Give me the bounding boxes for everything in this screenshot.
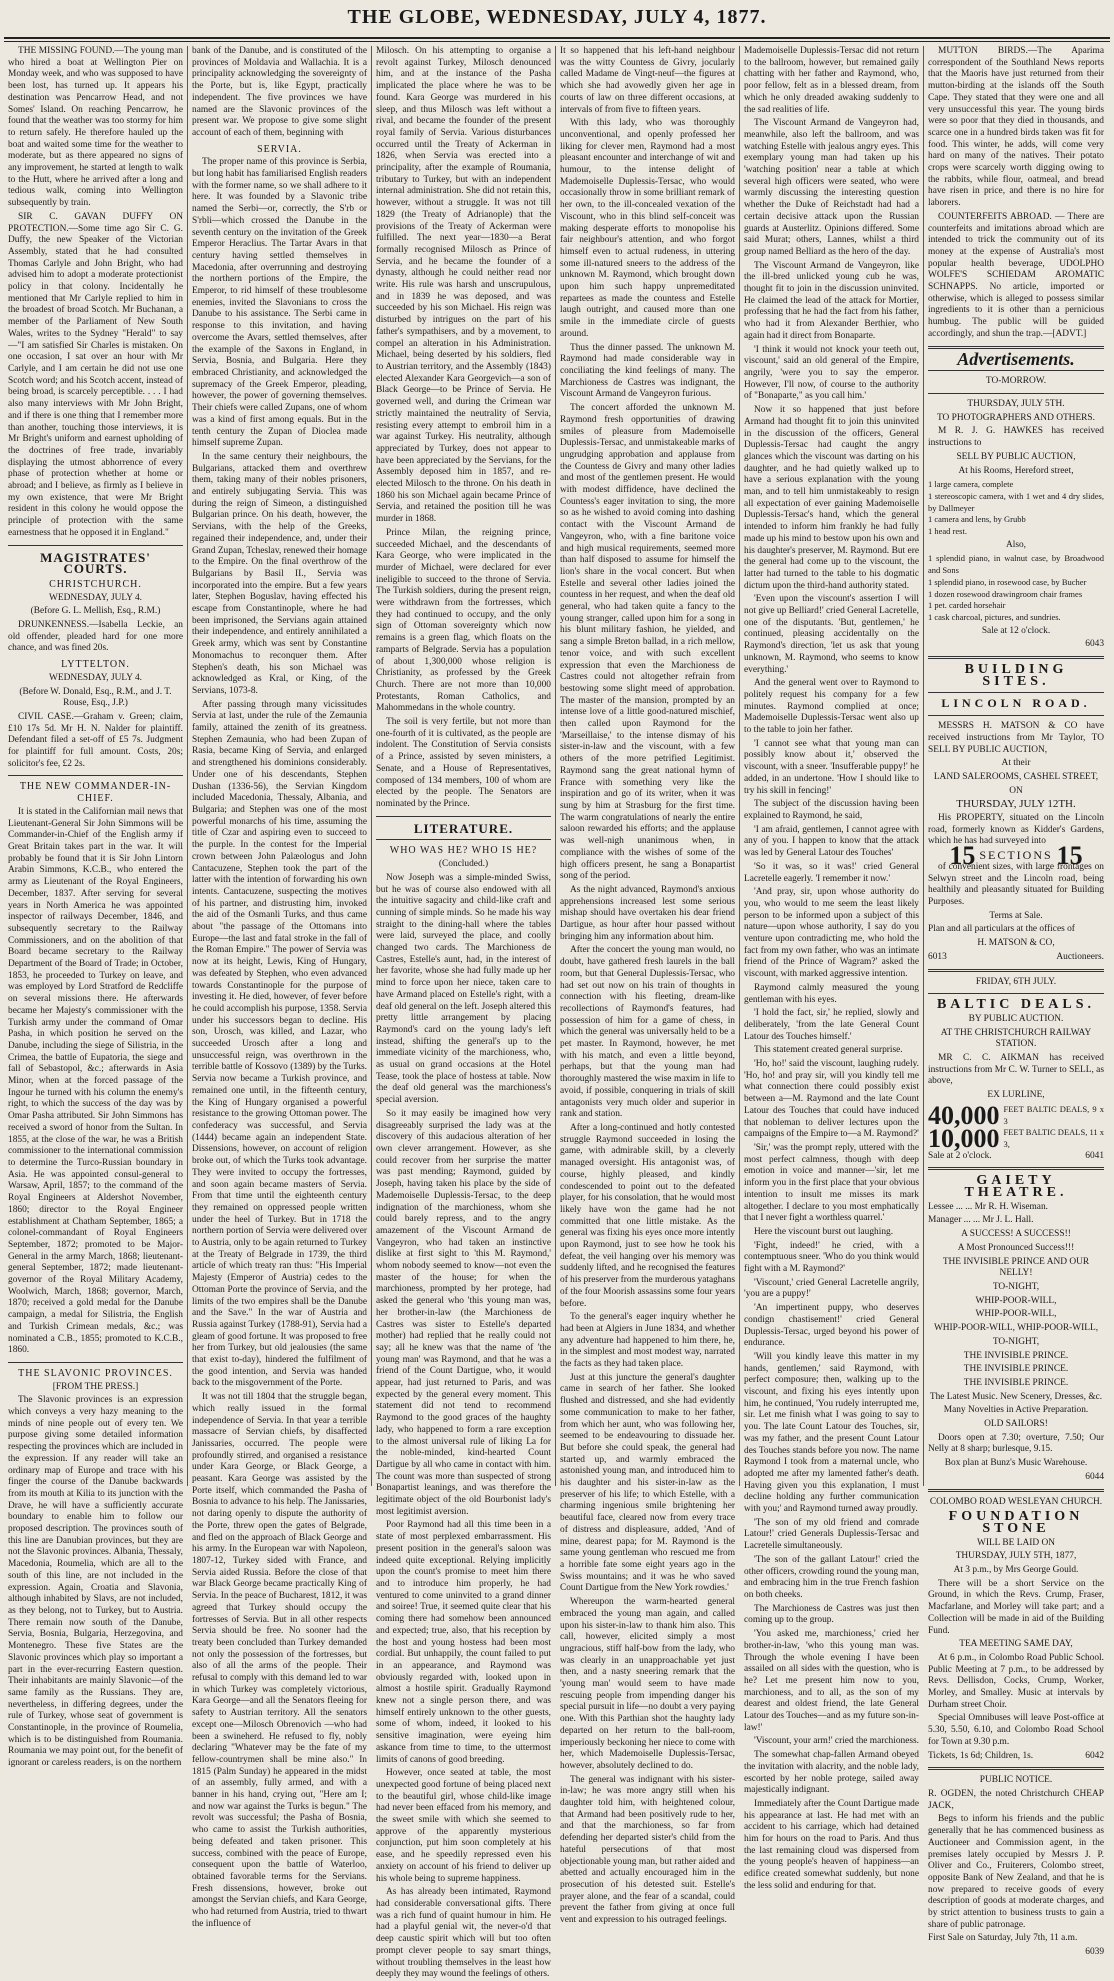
gaiety-novelties: Many Novelties in Active Preparation. xyxy=(943,1405,1089,1416)
story-para-11: After the concert the young man would, no doubt, have gathered fresh laurels in the ball room, but that General Duplessis-Tersac, who had set out now on his train of thoughts in connection with his fleeting, dream-like recollections of Raymond's features, had possession of him for a game of chess, in which the general was universally held to be a pet master. In Raymond, however, he met with his match, and even a little beyond, perhaps, but that the young man had thoroughly mastered the wise maxim in life to avoid, if possible, conquering in trials of skill antagonists very much older and superior in rank and station. xyxy=(560,945,735,1120)
gaiety-invisible-3: THE INVISIBLE PRINCE. xyxy=(963,1364,1069,1375)
hawkes-rooms: At his Rooms, Hereford street, xyxy=(958,465,1074,476)
ogden-heading: R. OGDEN, the noted Christchurch CHEAP JACK, xyxy=(928,1789,1104,1811)
christchurch-heading: CHRISTCHURCH. xyxy=(49,578,142,590)
story-para-27: 'So it was, so it was!' cried General Lacretelle eagerly. 'I remember it now.' xyxy=(744,861,919,884)
foundation-by: At 3 p.m., by Mrs George Gould. xyxy=(953,1565,1079,1576)
baltic-footer xyxy=(928,1151,1104,1163)
story-para-28: 'And pray, sir, upon whose authority do you, who would to me seem the least likely person to be informed upon a subject of this nature—upon whose authority, I say do you venture upon contradicting me, who hold the fact from my own father, who was an intimate friend of the Prince of Wagram?' asked the viscount, with marked aggressive intention. xyxy=(744,887,919,980)
hawkes-items-2: 1 splendid piano, in walnut case, by Broadwood and Sons 1 splendid piano, in rosewood case, by Bucher 1 dozen rosewood drawingroom chair frames 1 pet. carded horsehair 1 cask charcoal, pictures, and sundries. xyxy=(928,553,1104,622)
divider xyxy=(376,839,551,840)
story-para-44: The somewhat chap-fallen Armand obeyed the invitation with alacrity, and the noble lady, escorted by her noble protege, sailed away majestically indignant. xyxy=(744,1750,919,1796)
story-para-13: To the general's eager inquiry whether he had been at Algiers in June 1834, and whether any adventure had happened to him there, he, in the simplest and most modest way, narrated the facts as they had taken place. xyxy=(560,1312,735,1370)
story-para-31: This statement created general surprise. xyxy=(754,1045,903,1056)
deals-1-text: FEET BALTIC DEALS, 9 x 3 xyxy=(1003,1103,1104,1126)
slavonic-heading: THE SLAVONIC PROVINCES. xyxy=(18,1367,173,1379)
christchurch-before: (Before G. L. Mellish, Esq., R.M.) xyxy=(30,606,161,617)
baltic-by-auction: BY PUBLIC AUCTION. xyxy=(968,1013,1064,1024)
matson-property: His PROPERTY, situated on the Lincoln road, formerly known as Kidder's Gardens, which he has had surveyed into xyxy=(928,813,1104,847)
divider xyxy=(928,715,1104,716)
story-para-19: The Viscount Armand de Vangeyron, like the ill-bred unlicked young cub he was, thought fit to join in the discussion uninvited. He claimed the lead of the attack for Mortier, professing that he had the fact from his father, who had it from Alexander Berthier, who again had it direct from Bonaparte. xyxy=(744,260,919,341)
divider xyxy=(928,1489,1104,1492)
gaiety-latest: The Latest Music. New Scenery, Dresses, &c. xyxy=(929,1391,1103,1402)
baltic-location: AT THE CHRISTCHURCH RAILWAY STATION. xyxy=(940,1027,1092,1050)
gaiety-tonight: TO-NIGHT, xyxy=(992,1281,1040,1292)
lincoln-road-heading: LINCOLN ROAD. xyxy=(941,696,1091,711)
hawkes-items: 1 large camera, complete 1 stereoscopic camera, with 1 wet and 4 dry slides, by Dallmeyer 1 camera and lens, by Grubb 1 head rest. xyxy=(928,479,1104,537)
lyttelton-before: (Before W. Donald, Esq., R.M., and J. T. Rouse, Esq., J.P.) xyxy=(19,686,172,709)
story-para-17: Mademoiselle Duplessis-Tersac did not return to the ballroom, however, but remained gaily chatting with her father and Raymond, who, poor fellow, felt as in a blessed dream, from which he only dreaded awaking suddenly to the sad realities of life. xyxy=(744,46,919,115)
story-para-16: The general was indignant with his sister-in-law; he was more angry still when his daughter told him, with heightened colour, that Armand had been positively rude to her, and that the marchioness, so far from defending her departed sister's child from the hateful persecutions of that most objectionable young man, but rather aided and abetted and actually encouraged him in the prosecution of his detested suit. Estelle's prayer alone, and the fear of a scandal, could prevent the father from giving at once full vent and expression to his outraged feelings. xyxy=(560,1774,735,1926)
story-para-20: 'I think it would not knock your teeth out, viscount,' said an old general of the Empire, angrily, 'were you to say the emperor. However, I'll now, of course to the authority of "Bonaparte," as you call him.' xyxy=(744,344,919,402)
matson-auctioneers: Auctioneers. xyxy=(1056,951,1104,962)
story-para-34: Here the viscount burst out laughing. xyxy=(754,1226,894,1237)
tea-meeting-heading: TEA MEETING SAME DAY, xyxy=(959,1639,1073,1650)
gaiety-tonight-2: TO-NIGHT, xyxy=(992,1336,1040,1347)
tea-meeting-desc: At 6 p.m., in Colombo Road Public School. Public Meeting at 7 p.m., to be addressed by Revs. Dellisdon, Cocks, Crump, Worker, Morley, and Smalley. Music at intervals by Durham street Choir. xyxy=(928,1652,1104,1710)
matson-footer xyxy=(928,952,1104,964)
story-para-45: Immediately after the Count Dartigue made his appearance at last. He had met with an accident to his carriage, which had detained him for hours on the road to Paris. And thus the last remaining cloud was dispersed from the young people's heaven of happiness—an edifice created somewhat suddenly, but none the less solid and enduring for that. xyxy=(744,1798,919,1891)
story-para-10: As the night advanced, Raymond's anxious apprehensions increased lest some serious mishap should have overtaken his dear friend Dartigue, as hour after hour passed without bringing him any information about him. xyxy=(560,884,735,942)
civil-case-item: CIVIL CASE.—Graham v. Green; claim, £10 17s 5d. Mr H. N. Nalder for plaintiff. Defendant filed a set-off of £5 7s. Judgment for plaintiff for full amount. Costs, 20s; solicitor's fee, £2 2s. xyxy=(8,711,183,769)
gaiety-number: 6044 xyxy=(1085,1471,1104,1482)
story-para-4: However, once seated at table, the most unexpected good fortune of being placed next to the beautiful girl, whose child-like image had never been effaced from his memory, and the sweet smile with which she seemed to approve of the apparently mysterious conjunction, put him soon completely at his ease, and he speedily repressed even his anxiety on account of his friend to deliver up his whole being to supreme happiness. xyxy=(376,1768,551,1884)
sections-count-left: 15 xyxy=(949,841,976,871)
story-para-5: As has already been intimated, Raymond had considerable conversational gifts. There was a rich fund of quaint humour in him. He had a playful genial wit, the never-o'd that deep caustic spirit which will but too often prompt clever people to say smart things, without troubling themselves in the least how deeply they may wound the feelings of others. xyxy=(376,1887,551,1980)
matson-plan: Plan and all particulars at the offices of xyxy=(928,924,1075,935)
lyttelton-heading: LYTTELTON. xyxy=(61,659,130,671)
foundation-laid: WILL BE LAID ON xyxy=(976,1537,1056,1548)
story-concluded: (Concluded.) xyxy=(438,859,489,870)
advertisements-heading: Advertisements. xyxy=(957,348,1075,369)
gaiety-old-sailors: OLD SAILORS! xyxy=(984,1419,1048,1430)
slavonic-article: The Slavonic provinces is an expression which conveys a very hazy meaning to the minds of nine people out of every ten. We purpose giving some detailed information respecting the provinces which are included in the expression. If any reader will take an ordinary map of Europe and trace with his finger the course of the Danube backwards from its mouth at Kilia to its junction with the Drave, he will have a sufficiently accurate boundary to enable him to follow our proposed description. The provinces south of this line are Danubian provinces, but they are not the Slavonic provinces. Albania, Thessaly, Macedonia, Roumelia, which are all to the south of this line, are not included in the expression. Again, Croatia and Slavonia, although inhabited by Slavs, are not included, as they belong, not to Turkey, but to Austria. There remain now south of the Danube, Servia, Bosnia, Bulgaria, Herzegovina, and Montenegro. These five States are the Slavonic provinces which play so important a part in the ever-recurring Eastern question. Their inhabitants are mainly Slavonic—of the same family as the Russians. They are, nevertheless, in differing degrees, under the rule of Turkey, whose seat of government is Constantinople, in the province of Roumelia, which is to be distinguished from Roumania. Roumania we may point out, for the benefit of ignorant or careless readers, is on the northern xyxy=(8,1395,183,1769)
story-para-21: Now it so happened that just before Armand had thought fit to join this uninvited in the discussion of the officers, General Duplessis-Tersac had caught the angry glances which the viscount was darting on his daughter, and he had quietly walked up to have a serious explanation with the young man, and to tell him unmistakeably to resign all expectation of ever gaining Mademoiselle Duplessis-Tersac's hand, which the general intended to inform him frankly he had fully made up his mind to bestow upon his own and his daughter's preserver, M. Raymond. But ere the general had come up to the viscount, the latter had turned to the table to his dogmatic dictum upon the third-hand authority stated. xyxy=(744,405,919,591)
divider xyxy=(376,816,551,817)
colombo-tickets: Tickets, 1s 6d; Children, 1s. xyxy=(928,1750,1034,1761)
divider xyxy=(928,656,1104,659)
photographers-heading: TO PHOTOGRAPHERS AND OTHERS. xyxy=(936,412,1095,423)
story-para-2: So it may easily be imagined how very disagreeably surprised the lady was at the discovery of this audacious alteration of her own clever arrangement. However, as she could recover from her surprise the matter was past mending; Raymond, guided by Joseph, having taken his place by the side of Mademoiselle Duplessis-Tersac, to the deep indignation of the marchioness, whom she could barely repress, and to the angry amazement of the Viscount Armand de Vangeyron, who had taken an instinctive dislike at first sight to 'this M. Raymond,' whom nobody seemed to know—not even the master of the house; for when the marchioness, prompted by her protege, had asked the general who 'this young man was, her brother-in-law (the Marchioness de Castres was sister to Estelle's departed mother) had replied that he really could not say; all he knew was that the name of 'the young man' was Raymond, and that he was a friend of the Count Dartigue, who, it would appear, had just returned to Paris, and was expected by the general every moment. This statement did not tend to recommend Raymond to the good graces of the haughty lady, who happened to form a rare exception to the almost universal rule of liking La for the noble-minded, kind-hearted Count Dartigue by all who came in contact with him. The count was more than suspected of strong Bonapartist leanings, and was therefore the legitimate object of the old Bourbonist lady's most legitimist aversion. xyxy=(376,1108,551,1517)
story-para-15: Whereupon the warm-hearted general embraced the young man again, and called upon his sister-in-law to thank him also. This call, however, elicited simply a most ungracious, stiff half-bow from the lady, who was clearly in an unapproachable yet just then, and a nasty sneering remark that the 'young man' would seem to have made rescuing people from impending danger his special pursuit in life—no doubt a very paying one. With this Parthian shot the haughty lady departed on her return to the ball-room, imperiously beckoning her niece to come with her, which Mademoiselle Duplessis-Tersac, however, absolutely declined to do. xyxy=(560,1597,735,1771)
deals-1-amount: 40,000 xyxy=(928,1100,1000,1130)
sections-word: SECTIONS xyxy=(979,848,1053,863)
story-para-42: 'You asked me, marchioness,' cried her brother-in-law, 'who this young man was. Through the whole evening I have been assailed on all sides with the question, who is he? Let me present him now to you, marchioness, and to all, as the son of my dearest and oldest friend, the late General Latour des Touches—and as my future son-in-law!' xyxy=(744,1629,919,1733)
story-para-32: 'Ho, ho!' said the viscount, laughing rudely. 'Ho, ho! and pray sir, will you kindly tell me what connection there could possibly exist between a—M. Raymond and the late Count Latour des Touches that could have induced that nobleman to deliver lectures upon the campaigns of the Empire to—a M. Raymond?' xyxy=(744,1059,919,1140)
matson-land: LAND SALEROOMS, CASHEL STREET, xyxy=(933,771,1099,782)
colombo-number: 6042 xyxy=(1085,1750,1104,1761)
baltic-date: FRIDAY, 6TH JULY. xyxy=(975,976,1057,987)
story-title: WHO WAS HE? WHO IS HE? xyxy=(389,845,538,857)
story-para-6: It so happened that his left-hand neighbour was the witty Countess de Givry, jocularly called Madame de Vingt-neuf—the figures at which she had avowedly given her age in courts of law on three different occasions, at intervals of from five to fifteen years. xyxy=(560,46,735,115)
baltic-number: 6041 xyxy=(1085,1150,1104,1161)
servia-para-1: The proper name of this province is Serbia, but long habit has familiarised English readers with the former name, so we shall adhere to it here. It was founded by a Slavonic tribe named the Serbi—or, correctly, the S'rb or S'rbli—which crossed the Danube in the seventh century on the invitation of the Greek Emperor Heraclius. The Tartar Avars in that century having settled themselves in Macedonia, after overrunning and destroying the northern portions of the Empire, the Emperor, to rid himself of these troublesome enemies, invited the Slavonians to cross the Danube to his assistance. The Serbi came in response to this invitation, and having overcome the Avars, settled themselves, after the example of the Saxons in England, in Servia, Bosnia, and Bulgaria. Here they embraced Christianity, and acknowledged the supremacy of the Greek Emperor, pleading, however, the power of governing themselves. Their chiefs were called Zupans, one of whom was a kind of first among equals. But in the tenth century the Zupan of Dioclea made himself supreme Zupan. xyxy=(192,157,367,449)
foundation-service: There will be a short Service on the Ground, in which the Revs. Crump, Fraser, Macfarlane, and Morley will take part; and a Collection will be made in aid of the Building Fund. xyxy=(928,1578,1104,1636)
matson-number: 6013 xyxy=(928,951,947,962)
gaiety-invisible: THE INVISIBLE PRINCE AND OUR NELLY! xyxy=(942,1256,1090,1279)
ogden-first-sale: First Sale on Saturday, July 7th, 11 a.m. xyxy=(928,1933,1078,1944)
deals-line-2 xyxy=(928,1124,1105,1154)
sections-line xyxy=(928,841,1104,871)
columns xyxy=(4,46,1110,1980)
hawkes-date: THURSDAY, JULY 5TH. xyxy=(967,398,1065,409)
gaiety-heading: GAIETY THEATRE. xyxy=(964,1173,1068,1201)
baltic-heading: BALTIC DEALS. xyxy=(936,997,1096,1013)
story-para-33: 'Sir,' was the prompt reply, uttered with the most perfect calmness, though with deep emotion in voice and manner—'sir, let me inform you in the first place that your obvious intention to insult me misses its mark altogether. I declare to you most emphatically that I never fight a worthless quarrel.' xyxy=(744,1142,919,1224)
column-4 xyxy=(556,46,740,1926)
divider xyxy=(928,969,1104,972)
matson-description: of convenient sizes, with large frontages on Selwyn street and the Lincoln road, being healthily and pleasantly situated for Building Purposes. xyxy=(928,861,1104,907)
story-para-35: 'Fight, indeed!' he cried, with a contemptuous sneer. 'Who do you think would fight with a M. Raymond?' xyxy=(744,1240,919,1275)
lyttelton-date: WEDNESDAY, JULY 4. xyxy=(49,672,142,683)
servia-para-4: It was not till 1804 that the struggle began, which really issued in the formal independence of Servia. In that year a terrible massacre of Servian chiefs, by disaffected Janissaries, occurred. The people were profoundly stirred, and organised a resistance under Kara George, or Black George, a peasant. Kara George was assisted by the Porte itself, which commanded the Pasha of Bosnia to advance to his help. The Janissaries, not daring openly to dispute the authority of the Porte, threw open the gates of Belgrade, and fled on the approach of Black George and his army. In the European war with Napoleon, 1807-12, Turkey sided with France, and Servia aided Russia. Before the close of that war Black George became practically King of Servia. In the peace of Bucharest, 1812, it was agreed that Turkey should occupy the fortresses of Servia. But in all other respects Servia should be free. No sooner had the treaty been concluded than Turkey demanded not only the possession of the fortresses, but also of all the arms of the people. Their refusal to comply with this demand led to war in which Turkey was completely victorious, Kara George—and all the Senators fleeing for safety to Austrian territory. All the senators except one—Milosch Obrenovich —who had been a swineherd. He refused to fly, nobly declaring "Whatever may be the fate of my fellow-countrymen shall be mine also." In 1815 (Palm Sunday) he appeared in the midst of an assembly, fully armed, and with a banner in his hand, crying out, "Here am I; and now war against the Turks is begun." The revolt was successful; the Pasha of Bosnia, who came to assist the Turkish authorities, being defeated and taken prisoner. This success, combined with the peace of Europe, consequent upon the battle of Waterloo, obtained favorable terms for the Servians. Fresh dissensions, however, broke out amongst the Servian chiefs, and Kara George, who had returned from Austria, tried to thwart the influence of xyxy=(192,1392,367,1929)
story-para-22: 'Even upon the viscount's assertion I will not give up Belliard!' cried General Lacretelle, one of the disputants. 'But, gentlemen,' he continued, pleasing accidentally on the Raymond's direction, 'let us ask that young unknown, M. Raymond, who seems to know everything.' xyxy=(744,594,919,675)
column-2 xyxy=(188,46,372,1929)
divider xyxy=(928,1167,1104,1170)
gaiety-pronounced: A Most Pronounced Success!!! xyxy=(957,1242,1075,1253)
servia-heading: SERVIA. xyxy=(257,143,302,155)
story-para-24: 'I cannot see what that young man can possibly know about it,' observed the viscount, with a sneer. 'Insufferable puppy!' he added, in an undertone. 'How I should like to try his skill in fencing!' xyxy=(744,738,919,796)
gaiety-whip-3: WHIP-POOR-WILL, WHIP-POOR-WILL, xyxy=(933,1323,1099,1334)
gaiety-whip-2: WHIP-POOR-WILL, xyxy=(975,1309,1057,1320)
ogden-notice: Begs to inform his friends and the public generally that he has commenced business as Auctioneer and Commission agent, in the premises lately occupied by Messrs J. P. Oliver and Co., Fruiterers, Colombo street, opposite Bank of New Zealand, and that he is now prepared to receive goods of every description of goods at moderate charges, and by strict attention to business trusts to gain a share of public patronage. xyxy=(928,1814,1104,1930)
matson-intro: MESSRS H. MATSON & CO have received instructions from Mr Taylor, TO SELL BY PUBLIC AUCTION, xyxy=(928,721,1104,755)
story-para-36: 'Viscount,' cried General Lacretelle angrily, 'you are a puppy!' xyxy=(744,1277,919,1300)
story-para-25: The subject of the discussion having been explained to Raymond, he said, xyxy=(744,799,919,821)
hawkes-sell: SELL BY PUBLIC AUCTION, xyxy=(956,451,1076,462)
missing-found-article: THE MISSING FOUND.—The young man who hired a boat at Wellington Pier on Monday week, and who was supposed to have been lost, has turned up. It appears his destination was Pencarrow Head, and not Somes' Island. On reaching Pencarrow, he found that the weather was too stormy for him to return safely. He therefore hauled up the boat and waited some time for the weather to moderate, but as there appeared no signs of any improvement, he started at length to walk to the Hutt, where he arrived after a long and tedious walk, coming into Wellington subsequently by train. xyxy=(8,46,183,209)
divider xyxy=(8,1362,183,1363)
column-3 xyxy=(372,46,556,1980)
hawkes-also: Also, xyxy=(1005,539,1027,550)
story-para-12: After a long-continued and hotly contested struggle Raymond succeeded in losing the game, with admirable skill, by a cleverly managed oversight. His antagonist was, of course, highly pleased, and kindly condescended to point out to the defeated player, for his consolation, that he would most likely have won the game had he not committed that one little mistake. As the general was fixing his eyes once more intently upon Raymond, just to see how he took his defeat, the veil hanging over his memory was suddenly lifted, and he recognised the features of his preserver from the murderous yataghans of the four Moorish assassins some four years before. xyxy=(560,1122,735,1309)
aikman-intro: MR C. C. AIKMAN has received instructions from Mr C. W. Turner to SELL, as above, xyxy=(928,1053,1104,1087)
story-para-37: 'An impertinent puppy, who deserves condign chastisement!' cried General Duplessis-Tersac, urged beyond his power of endurance. xyxy=(744,1303,919,1349)
commander-heading: THE NEW COMMANDER-IN-CHIEF. xyxy=(19,781,172,805)
divider xyxy=(928,393,1104,394)
divider xyxy=(928,1767,1104,1770)
gaiety-doors: Doors open at 7.30; overture, 7.50; Our Nelly at 8 sharp; burlesque, 9.15. xyxy=(928,1432,1104,1455)
divider xyxy=(8,545,183,546)
gaiety-manager: Manager ... ... Mr J. L. Hall. xyxy=(928,1215,1034,1226)
story-para-9: The concert afforded the unknown M. Raymond fresh opportunities of drawing smiles of pleasure from Mademoiselle Duplessis-Tersac, and unmistakeable marks of ungrudging approbation and applause from the Countess de Givry and many other ladies and most of the gentlemen present. He would with modest diffidence, have declined the Countess's eager invitation to sing, the more so as he wished to avoid coming into dashing contact with the Viscount Armand de Vangeyron, who, with a fine baritone voice and high musical requirements, seemed more than half disposed to assume for himself the lion's share in the vocal concert. But when Estelle and several other ladies joined the countess in her request, and when the deaf old general, who had taken quite a fancy to the young stranger, called upon him for a song in his blunt military fashion, he yielded, and sang a simple Breton ballad, in a rich mellow, tenor voice, and with such excellent expression that even the Marchioness de Castres could not altogether refrain from bestowing some slight meed of approbation. The master of the mansion, prompted by an intense love of a little good-natured mischief, then called upon Raymond for the 'Marseillaise,' to the intense dismay of his sister-in-law and the viscount, with a few others of the more petrified Legitimist. Raymond sang the great national hymn of France with something very like the inspiration and go of its writer, when it was sung by him at Strasburg for the first time. The warm congratulations of nearly the entire saloon rewarded his efforts; and the applause was well-nigh unanimous when, in compliance with the wishes of some of the high officers present, he sang a Bonapartist song of the period. xyxy=(560,403,735,882)
baltic-ship: EX LURLINE, xyxy=(987,1090,1045,1101)
gaiety-invisible-4: THE INVISIBLE PRINCE. xyxy=(963,1377,1069,1388)
matson-date: THURSDAY, JULY 12TH. xyxy=(956,798,1076,811)
servia-para-2: In the same century their neighbours, the Bulgarians, attacked them and overthrew them, taking many of their nobles prisoners, and entirely subjugating Servia. This was during the reign of Simeon, a distinguished Bulgarian prince. On his death, however, the Servians, with the help of the Greeks, regained their independence, and, under their Grand Zupan, Tcheslav, renewed their homage to the Empire. On the final overthrow of the Bulgarians by Basil II., Servia was incorporated into the empire. But a few years later, Stephen Boguslav, having effected his escape from Constantinople, where he had been imprisoned, the Servians again attained their independence, and entirely annihilated a Greek army, which was sent by Constantine Monomachus to reconquer them. After Stephen's death, his son Michael was acknowledged as Kral, or King, of the Servians, 1073-8. xyxy=(192,451,367,696)
gaiety-box-plan: Box plan at Bunz's Music Warehouse. xyxy=(944,1458,1088,1469)
magistrates-heading: MAGISTRATES' COURTS. xyxy=(40,549,151,577)
story-para-29: Raymond calmly measured the young gentleman with his eyes. xyxy=(744,982,919,1005)
omnibuses-note: Special Omnibuses will leave Post-office at 5.30, 5.50, 6.10, and Colombo Road School for Town at 9.30 p.m. xyxy=(928,1713,1104,1747)
story-para-8: Thus the dinner passed. The unknown M. Raymond had made considerable way in conciliating the kind feelings of many. The Marchioness de Castres was indignant, the Viscount Armand de Vangeyron furious. xyxy=(560,342,735,400)
foundation-stone-heading: FOUNDATION STONE xyxy=(948,1509,1084,1536)
colombo-footer xyxy=(928,1751,1104,1763)
counterfeits-item: COUNTERFEITS ABROAD. — There are counterfeits and imitations abroad which are intended to trick the community out of its money at the expense of Australia's most popular health beverage, UDOLPHO WOLFE'S SCHIEDAM AROMATIC SCHNAPPS. No article, imported or otherwise, which is alleged to possess similar ingredients to it is other than a pernicious humbug. The public will be guided accordingly, and shun the trap.—[ADVT.] xyxy=(928,211,1104,339)
deals-2-text: FEET BALTIC DEALS, 11 x 3, xyxy=(1003,1127,1105,1149)
gaiety-success: A SUCCESS! A SUCCESS!! xyxy=(961,1229,1071,1240)
divider xyxy=(928,692,1104,693)
divider xyxy=(928,993,1104,994)
public-notice-heading: PUBLIC NOTICE. xyxy=(979,1775,1053,1786)
hawkes-intro: M R. J. G. HAWKES has received instructions to xyxy=(928,426,1104,449)
story-para-43: 'Viscount, your arm!' cried the marchioness. xyxy=(754,1736,920,1747)
masthead-title: THE GLOBE, WEDNESDAY, JULY 4, 1877. xyxy=(347,6,767,28)
story-para-39: 'The son of my old friend and comrade Latour!' cried Generals Duplessis-Tersac and Lacretelle simultaneously. xyxy=(744,1517,919,1552)
servia-para-7: The soil is very fertile, but not more than one-fourth of it is cultivated, as the people are indolent. The Constitution of Servia consists of a Prince, assisted by seven ministers, a Senate, and a House of Representatives, composed of 134 members, 100 of whom are elected by the people. The Senators are nominated by the Prince. xyxy=(376,717,551,809)
matson-on: ON xyxy=(1009,785,1023,796)
baltic-sale: Sale at 2 o'clock. xyxy=(928,1150,992,1161)
slavonic-cont-1: bank of the Danube, and is constituted of the provinces of Moldavia and Wallachia. It is a principality acknowledging the sovereignty of the Porte, but is, like Egypt, practically independent. The five provinces we have named are the Slavonic provinces of the present war. We propose to give some slight account of each of them, beginning with xyxy=(192,46,367,138)
ogden-number: 6039 xyxy=(1085,1947,1104,1958)
christchurch-date: WEDNESDAY, JULY 4. xyxy=(49,592,142,603)
story-para-40: 'The son of the gallant Latour!' cried the other officers, crowding round the young man, and embracing him in the true French fashion on both cheeks. xyxy=(744,1554,919,1600)
divider xyxy=(928,370,1104,371)
hawkes-sale: Sale at 12 o'clock. xyxy=(981,625,1051,636)
story-para-41: The Marchioness de Castres was just then coming up to the group. xyxy=(744,1603,919,1626)
servia-para-6: Prince Milan, the reigning prince, succeeded Michael, and the descendants of Kara George, who were implicated in the murder of Michael, were declared for ever ineligible to succeed to the throne of Servia. The Turkish soldiers, during the present reign, were withdrawn from the fortresses, which they had continued to occupy, and the only sign of Ottoman sovereignty which now remains is a green flag, which floats on the ramparts of Belgrade. Servia has a population of about 1,300,000 whose religion is Christianity, as professed by the Greek Church. There are not more than 10,000 Protestants, Roman Catholics, and Mahommedans in the whole country. xyxy=(376,527,551,714)
servia-para-5: Milosch. On his attempting to organise a revolt against Turkey, Milosch denounced him, and at the instance of the Pasha implicated the place where he was to be found. Kara George was murdered in his sleep, and thus Milosch was left without a rival, and became the founder of the present royal family of Servia. Various disturbances occurred until the Treaty of Ackerman in 1826, when Servia was erected into a principality, after the example of Roumania, tributary to Turkey, but with an independent internal administration. She did not retain this, however, without a struggle. It was not till 1829 (the Treaty of Adrianople) that the provisions of the Treaty of Ackerman were fulfilled. The next year—1830—a Berat formally recognised Milosch as Prince of Servia, and he became the founder of a dynasty, although he could neither read nor write. His rule was harsh and unscrupulous, and in 1839 he was deposed, and was succeeded by his son Michael. His reign was disturbed by intrigues on the part of his father's sympathisers, and by a movement, to compel an alteration in his Administration. Michael, being deserted by his soldiers, fled to Austrian territory, and the Assembly (1843) elected Alexander Kara Georgevich—a son of Black George—to be Prince of Servia. He governed well, and during the Crimean war strictly maintained the neutrality of Servia, resisting every attempt to embroil him in a war against Turkey. His neutrality, although appreciated by Turkey, does not appear to have been appreciated by the Servians, for the Assembly deposed him in 1857, and re-elected Milosch to the throne. On his death in 1860 his son Michael again became Prince of Servia, and retained the position till he was murder in 1868. xyxy=(376,46,551,525)
column-6 xyxy=(924,46,1108,1958)
story-para-38: 'Will you kindly leave this matter in my hands, gentlemen,' said Raymond, with perfect composure; then, walking up to the viscount, and fixing his eyes intently upon him, he continued, 'You rudely interrupted me, sir. Let me finish what I was going to say to you. The late Count Latour des Touches, sir, was my father, and the present Count Latour des Touches stands before you now. The name Raymond I took from a maternal uncle, who adopted me after my lamented father's death. Having given you this explanation, I must decline holding any further communication with you;' and Raymond turned away proudly. xyxy=(744,1351,919,1515)
hawkes-number: 6043 xyxy=(1085,639,1104,650)
matson-name: H. MATSON & CO, xyxy=(977,938,1055,949)
deals-2-amount: 10,000 xyxy=(928,1124,1000,1154)
story-para-30: 'I hold the fact, sir,' he replied, slowly and deliberately, 'from the late General Count Latour des Touches himself.' xyxy=(744,1008,919,1042)
story-para-18: The Viscount Armand de Vangeyron had, meanwhile, also left the ballroom, and was watching Estelle with jealous angry eyes. This exemplary young man had taken up his 'watching position' near a table at which several high officers were seated, who were warmly discussing the interesting question whether the Duke of Reichstadt had had a certain decisive attack upon the Russian guards at Austerlitz. Opinions differed. Some said Murat; others, Lannes, whilst a third group named Belliard as the hero of the day. xyxy=(744,118,919,257)
masthead-rule-thin xyxy=(4,41,1110,42)
story-para-3: Poor Raymond had all this time been in a state of most perplexed embarrassment. His present position in the general's saloon was indeed quite exceptional. Relying implicitly upon the count's promise to meet him there and to introduce him properly, he had ventured to come uninvited to a grand dinner and soiree! True, it seemed quite clear that his coming there had somehow been announced and expected; true, also, that his reception by the host and young hostess had been most cordial. But unhappily, the count failed to put in an appearance, and Raymond was obviously regarded with, looked upon in almost a hostile spirit. Gradually Raymond knew not a single person there, and was himself entirely unknown to the other guests, some of whom, indeed, it looked to his sensitive imagination, were eyeing him askance from time to time, to the uttermost limits of canons of good breeding. xyxy=(376,1520,551,1765)
commander-article: It is stated in the Californian mail news that Lieutenant-General Sir John Simmons will be Commander-in-Chief of the English army if Great Britain takes part in the war. It will probably be found that it is Sir John Lintorn Arabin Simmons, K.C.B., who entered the army as Lieutenant of the Royal Engineers, December, 1837. After serving for several years in North America he was appointed inspector of railways December, 1846, and subsequently secretary to the Railway Commissioners, and on the abolition of that Board became secretary to the Railway Department of the Board of Trade; in October, 1853, he proceeded to Turkey on leave, and was employed by Lord Stratford de Redcliffe on several missions there. He afterwards became her Majesty's commissioner with the Turkish army under the command of Omar Pasha, in which position he served on the Danube, including the siege of Silistria, in the Crimea, the battle of Eupatoria, the siege and fall of Sebastopol, &c.; afterwards in Asia Minor, when at the forced passage of the Ingour he turned with his column the enemy's right, to which the success of the day was by Omar Pasha attributed. Sir John Simmons has received a sword of honor from the Sultan. In 1855, at the close of the war, he was a British commissioner to the international commission to determine the Turco-Russian boundary in Asia. He was appointed consul-general to Warsaw, April, 1857; to the command of the Royal Engineers at Aldershot November, 1860; director to the Royal Engineer establishment at Chatham September, 1865; a colonel-commandant of Royal Engineers September, 1872; promoted to be Major-General in the army March, 1868; lieutenant-general September, 1872; made lieutenant-governor of the Royal Military Academy, Woolwich, March, 1868; governor, March, 1870; received a gold medal for the Danube campaign, a medal for Silistria, the English and Turkish Crimean medals, &c.; was nominated a C.B., 1855; promoted to K.C.B., 1860. xyxy=(8,806,183,1356)
literature-heading: LITERATURE. xyxy=(413,820,514,836)
story-para-26: 'I am afraid, gentlemen, I cannot agree with any of you. I happen to know that the attack was led by General Latour des Touches' xyxy=(744,824,919,859)
tomorrow-label: TO-MORROW. xyxy=(985,376,1047,387)
building-sites-heading: BUILDING SITES. xyxy=(964,662,1068,689)
column-1 xyxy=(4,46,188,1769)
colombo-heading: COLOMBO ROAD WESLEYAN CHURCH. xyxy=(929,1496,1103,1507)
slavonic-source: [FROM THE PRESS.] xyxy=(52,1381,139,1392)
story-para-14: Just at this juncture the general's daughter came in search of her father. She looked flushed and distressed, and she had evidently some communication to make to her father, from which her aunt, who was following her, seemed to be endeavouring to dissuade her. But before she could speak, the general had started up, and warmly embraced the astonished young man, and introduced him to his daughter and his sister-in-law as the preserver of his life; to which Estelle, with a charming ingenious smile brightening her beautiful face, cleared now from every trace of distress and displeasure, added, 'And of mine, dearest papa; for M. Raymond is the same young gentleman who rescued me from a horrible fate some eight years ago in the Swiss mountains; and it was he who saved Count Dartigue from the New York rowdies.' xyxy=(560,1372,735,1594)
sections-count-right: 15 xyxy=(1056,841,1083,871)
story-para-1: Now Joseph was a simple-minded Swiss, but he was of course also endowed with all the intuitive sagacity and child-like craft and cunning of simple minds. So he made his way straight to the dining-hall where the tables were laid, surveyed the place, and coolly changed two cards. The Marchioness de Castres, Estelle's aunt, had, in the interest of her favorite, whose she had fully made up her mind to force upon her niece, taken care to have Armand placed on Estelle's right, with a deaf old general on the left. Joseph altered this pretty little arrangement by placing Raymond's card on the young lady's left instead, shifting the general's up to the immediate vicinity of the marchioness, who, as usual on grand occasions at the Hotel Tease, took the place of hostess at table. Now the deaf old general was the marchioness's special aversion. xyxy=(376,872,551,1106)
column-5 xyxy=(740,46,924,1891)
gaiety-invisible-2: THE INVISIBLE PRINCE. xyxy=(963,1350,1069,1361)
mutton-birds-item: MUTTON BIRDS.—The Aparima correspondent of the Southland News reports that the Maoris have just returned from their mutton-birding at the islands off the South Cape. They stated that they were one and all very unsuccessful this year. The young birds were so poor that they died in thousands, and scarce one in a hundred birds taken was fit for food. This winter, he adds, will come very hard on many of the natives. Their potato crops were scarcely worth digging owing to the rabbits, while flour, oatmeal, and bread have risen in price, and there is no hire for laborers. xyxy=(928,46,1104,209)
story-para-7: With this lady, who was thoroughly unconventional, and openly professed her liking for clever men, Raymond had a most pleasant encounter and interchange of wit and humour, to the intense delight of Mademoiselle Duplessis-Tersac, who would occasionally throw in some brilliant remark of her own, to the ill-concealed vexation of the Viscount, who in this blind self-conceit was making desperate efforts to monopolise his fair neighbour's attention, and who forgot himself even to actual rudeness, in uttering some ill-natured sneers to the address of the unknown M. Raymond, which brought down upon him such happy unpremeditated repartees as made the countess and Estelle laugh outright, and caused more than one smile in the immediate circle of guests around. xyxy=(560,118,735,339)
gaiety-whip-1: WHIP-POOR-WILL, xyxy=(975,1295,1057,1306)
divider xyxy=(8,775,183,776)
masthead-rule xyxy=(4,37,1110,39)
gaiety-lessee: Lessee ... ... Mr R. H. Wiseman. xyxy=(928,1201,1049,1212)
matson-terms: Terms at Sale. xyxy=(989,910,1043,921)
story-para-23: And the general went over to Raymond to politely request his company for a few minutes. Raymond complied at once; Mademoiselle Duplessis-Tersac went also up to the table to join her father. xyxy=(744,678,919,736)
servia-para-3: After passing through many vicissitudes Servia at last, under the rule of the Zemaunia family, attained the zenith of its greatness. Stephen Zemaunia, who had been Zupan of Rasia, became King of Servia, and enlarged and strengthened his dominions considerably. Under one of his descendants, Stephen Dushan (1336-56), the Servian Kingdom included Macedonia, Thessaly, Albania, and Bulgaria; and Stephen was one of the most powerful monarchs of his time, assuming the title of Czar and aspiring even to succeed to the purple. In the contest for the Imperial crown between John Palæologus and John Cantacuzene, Stephen took the part of the latter with the intention of forwarding his own intents. Cantacuzene, suspecting the motives of his partner, and distrusting him, invoked the aid of the Osmanli Turks, and thus came about "the passage of the Ottomans into Europe—the last and fatal stroke in the fall of the Roman Empire." The power of Servia was now at its height, Lewis, King of Hungary, was defeated by Stephen, who even advanced towards Constantinople for the purpose of investing it. He died, however, of fever before he could accomplish his purpose, 1358. Servia under his successors began to decline. His son, Urosch, was killed, and Lazar, who succeeded Urosch after a long and unsuccessful reign, was overthrown in the terrible battle of Kossovo (1389) by the Turks. Servia now became a Turkish province, and remained one until, in the fifteenth century, the King of Hungary organised a powerful resistance to the growing Ottoman power. The confederacy was successful, and Servia (1444) became again an independent State. Dissensions, however, on account of religion broke out, of which the Turks took advantage. They were invited to occupy the fortresses, and soon again became masters of Servia. From that time until the eighteenth century they remained on oppressed people written under the heel of Turkey. But in 1718 the northern portion of Servia were delivered over to Austria, only to be again returned to Turkey at the Treaty of Belgrade in 1739, the third article of which treaty ran thus: "His Imperial Majesty (Emperor of Austria) cedes to the Ottoman Porte the province of Servia, and the limits of the two empires shall be the Danube and the Save." In the war of Austria and Russia against Turkey (1788-91), Servia had a gleam of good fortune. It was proposed to free her from Turkey, but old jealousies (the same that exist to-day), hindered the fulfilment of the good intention, and Servia was handed back to the misgovernment of the Porte. xyxy=(192,699,367,1389)
duffy-article: SIR C. GAVAN DUFFY ON PROTECTION.—Some time ago Sir C. G. Duffy, the new Speaker of the Victorian Assembly, stated that he had consulted Thomas Carlyle and John Bright, who had advised him to adopt a moderate protectionist policy in that colony. Incidentally he mentioned that Mr Carlyle replied to him in the broadest of broad Scotch. Mr Buchanan, a member of the Parliament of New South Wales, writes to the Sydney "Herald" to say—"I am satisfied Sir Charles is mistaken. On one occasion, I sat over an hour with Mr Carlyle, and I am certain he did not use one Scotch word; and his Scotch accent, instead of being broad, is scarcely perceptible. . . . I had also many interviews with Mr John Bright, and if there is one thing that I remember more than another, touching those interviews, it is Mr Bright's uniform and earnest upholding of the doctrines of free trade, invariably displaying the utmost abhorrence of every phase of protection whether at home or abroad; and I believe, as firmly as I believe in my own existence, that were Mr Bright resident in this colony he would oppose the principle of protection with the same earnestness that he opposed it in England." xyxy=(8,211,183,538)
foundation-date: THURSDAY, JULY 5TH, 1877, xyxy=(955,1551,1077,1562)
matson-at: At their xyxy=(1001,758,1031,769)
drunkenness-item: DRUNKENNESS.—Isabella Leckie, an old offender, pleaded hard for one more chance, and was fined 20s. xyxy=(8,620,183,654)
